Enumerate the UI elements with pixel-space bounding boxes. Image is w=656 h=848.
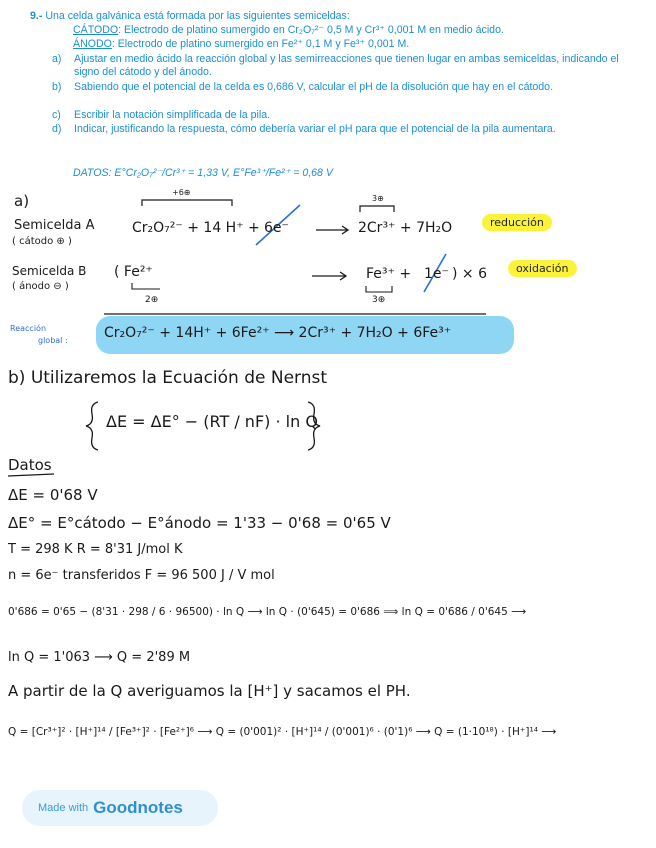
semi-b-electrons: 1e⁻ [424, 266, 449, 282]
nernst-brace-left [86, 402, 98, 450]
semicelda-a-label: Semicelda A [14, 218, 95, 233]
bracket-fe3 [366, 286, 392, 292]
semicelda-a-sub: ( cátodo ⊕ ) [12, 236, 72, 247]
reduction-highlight: reducción [482, 214, 552, 231]
ox-state-a-right: 3⊕ [372, 194, 384, 203]
dato-t-r: T = 298 K R = 8'31 J/mol K [8, 542, 183, 557]
reaccion-global-label-2: global : [38, 336, 68, 345]
oxidation-highlight: oxidación [508, 260, 577, 277]
part-b-heading: b) Utilizaremos la Ecuación de Nernst [8, 368, 328, 388]
semi-b-left: ( Fe²⁺ [114, 264, 153, 280]
problem-datos: DATOS: E°Cr₂O₇²⁻/Cr³⁺ = 1,33 V, E°Fe³⁺/Fe²⁺ = 0,68 V [73, 167, 333, 179]
dato-delta-e0: ΔE° = E°cátodo − E°ánodo = 1'33 − 0'68 = 0'65 V [8, 514, 391, 532]
calculation-line-1: 0'686 = 0'65 − (8'31 · 298 / 6 · 96500) · ln Q ⟶ ln Q · (0'645) = 0'686 ⟹ ln Q = 0'686 / 0'645 ⟶ [8, 606, 527, 618]
dato-delta-e: ΔE = 0'68 V [8, 486, 98, 504]
goodnotes-logo: Goodnotes [93, 798, 183, 817]
a-partir-line: A partir de la Q averiguamos la [H⁺] y sacamos el PH. [8, 682, 411, 700]
anode-line: ÁNODO: Electrodo de platino sumergido en Fe²⁺ 0,1 M y Fe³⁺ 0,001 M. [73, 38, 410, 50]
bracket-fe2 [132, 283, 160, 289]
reaccion-global-label-1: Reacción [10, 324, 47, 333]
ox-state-a-left: +6⊕ [172, 188, 191, 197]
datos-heading: Datos [8, 456, 52, 474]
datos-underline [8, 474, 54, 476]
part-a-label: a) [14, 192, 30, 210]
arrow-a [316, 226, 348, 234]
oxidation-bracket-a-right [360, 206, 394, 212]
q-expression: Q = [Cr³⁺]² · [H⁺]¹⁴ / [Fe³⁺]² · [Fe²⁺]⁶ ⟶ Q = (0'001)² · [H⁺]¹⁴ / (0'001)⁶ · (0'1)⁶ ⟶ Q = (1·10¹⁸) · [H⁺]¹⁴ ⟶ [8, 726, 557, 738]
goodnotes-badge[interactable]: Made with Goodnotes [22, 790, 218, 826]
semi-a-equation-left: Cr₂O₇²⁻ + 14 H⁺ + [132, 220, 260, 236]
dato-n-f: n = 6e⁻ transferidos F = 96 500 J / V mol [8, 568, 275, 583]
calculation-line-2: ln Q = 1'063 ⟶ Q = 2'89 M [8, 650, 191, 665]
ox-state-b-right: 3⊕ [372, 295, 386, 305]
problem-intro: 9.- Una celda galvánica está formada por las siguientes semiceldas: [30, 10, 350, 22]
item-a: a) Ajustar en medio ácido la reacción global y las semirreacciones que tienen lugar en ambas semiceldas, indicando el signo del cátodo y del ánodo. [52, 53, 619, 79]
nernst-equation: ΔE = ΔE° − (RT / nF) · ln Q [106, 412, 318, 431]
semi-a-equation-right: 2Cr³⁺ + 7H₂O [358, 220, 453, 236]
item-d: d) Indicar, justificando la respuesta, cómo debería variar el pH para que el potencial de la pila aumentara. [52, 123, 556, 135]
problem-number: 9.- [30, 10, 43, 22]
cathode-line: CÁTODO: Electrodo de platino sumergido en Cr₂O₇²⁻ 0,5 M y Cr³⁺ 0,001 M en medio ácido. [73, 24, 504, 36]
item-c: c) Escribir la notación simplificada de la pila. [52, 109, 271, 121]
arrow-b [312, 272, 346, 280]
oxidation-bracket-a-left [142, 200, 232, 206]
semicelda-b-sub: ( ánodo ⊖ ) [12, 281, 69, 292]
global-equation: Cr₂O₇²⁻ + 14H⁺ + 6Fe²⁺ ⟶ 2Cr³⁺ + 7H₂O + 6Fe³⁺ [104, 325, 452, 341]
item-b: b) Sabiendo que el potencial de la celda es 0,686 V, calcular el pH de la disolución que hay en el cátodo. [52, 81, 554, 93]
ox-state-b-left: 2⊕ [145, 295, 159, 305]
semi-b-multiplier: ) × 6 [452, 266, 487, 282]
semi-a-electrons: 6e⁻ [264, 220, 289, 236]
semicelda-b-label: Semicelda B [12, 264, 87, 278]
semi-b-right: Fe³⁺ + [366, 266, 412, 282]
